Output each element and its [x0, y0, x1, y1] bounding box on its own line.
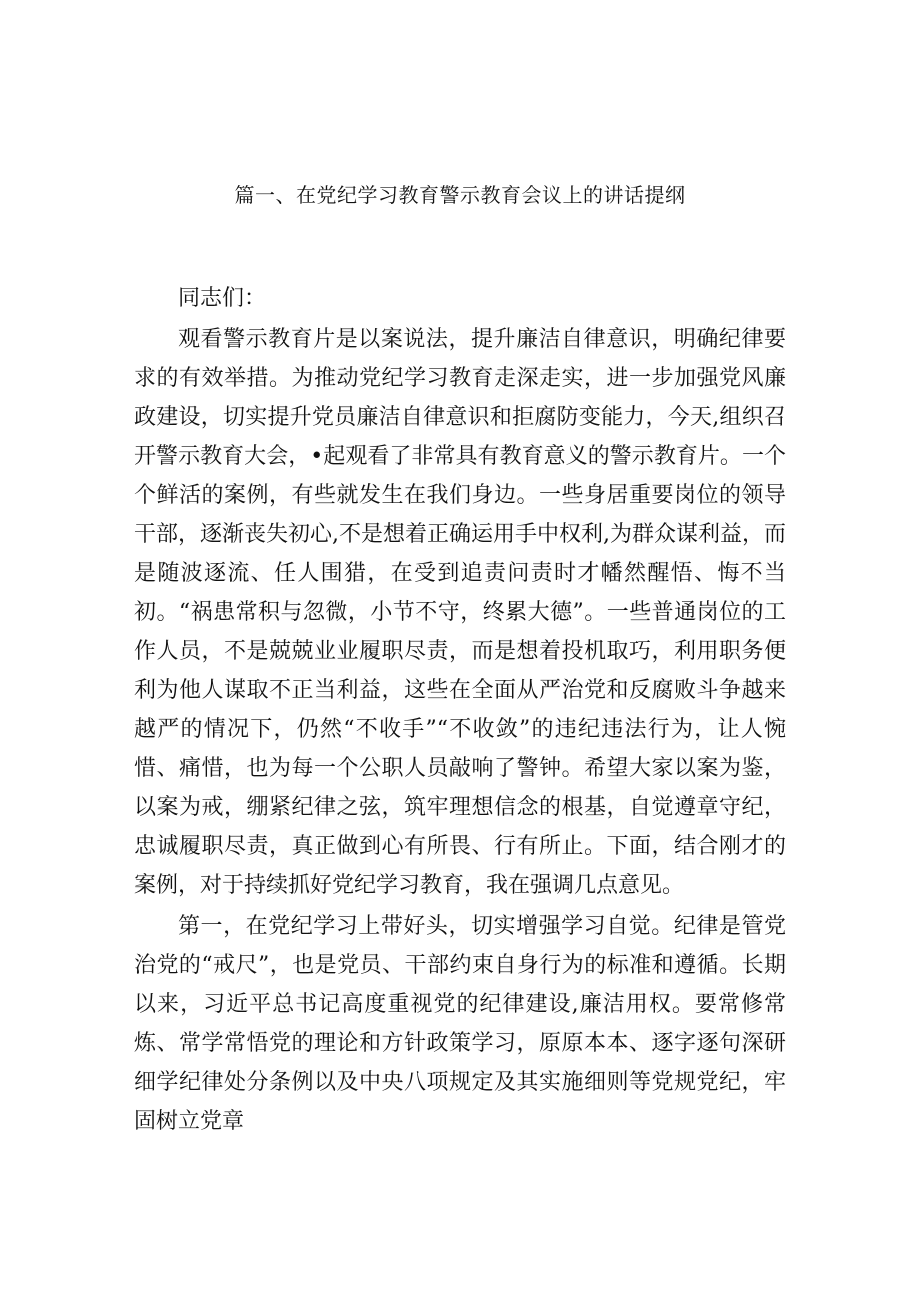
greeting-paragraph: 同志们： — [178, 286, 267, 311]
body-paragraph-1: 观看警示教育片是以案说法，提升廉洁自律意识，明确纪律要求的有效举措。为推动党纪学习教育走深走实，进一步加强党风廉政建设，切实提升党员廉洁自律意识和拒腐防变能力，今天,组织召开警示教育大会，•起观看了非常具有教育意义的警示教育片。一个个鲜活的案例，有些就发生在我们身边。一些身居重要岗位的领导干部，逐渐丧失初心,不是想着正确运用手中权利,为群众谋利益，而是随波逐流、任人围猎，在受到追责问责时才幡然醒悟、悔不当初。“祸患常积与忽微，小节不守，终累大德”。一些普通岗位的工作人员，不是兢兢业业履职尽责，而是想着投机取巧，利用职务便利为他人谋取不正当利益，这些在全面从严治党和反腐败斗争越来越严的情况下，仍然“不收手”“不收敛”的违纪违法行为，让人惋惜、痛惜，也为每一个公职人员敲响了警钟。希望大家以案为鉴，以案为戒，绷紧纪律之弦，筑牢理想信念的根基，自觉遵章守纪，忠诚履职尽责，真正做到心有所畏、行有所止。下面，结合刚才的案例，对于持续抓好党纪学习教育，我在强调几点意见。 — [134, 327, 786, 898]
document-body — [134, 279, 786, 1143]
body-paragraph-2: 第一，在党纪学习上带好头，切实增强学习自觉。纪律是管党治党的“戒尺”，也是党员、干部约束自身行为的标准和遵循。长期以来，习近平总书记高度重视党的纪律建设,廉洁用权。要常修常炼、常学常悟党的理论和方针政策学习，原原本本、逐字逐句深研细学纪律处分条例以及中央八项规定及其实施细则等党规党纪，牢固树立党章 — [134, 914, 786, 1134]
document-title: 篇一、在党纪学习教育警示教育会议上的讲话提纲 — [234, 183, 686, 207]
